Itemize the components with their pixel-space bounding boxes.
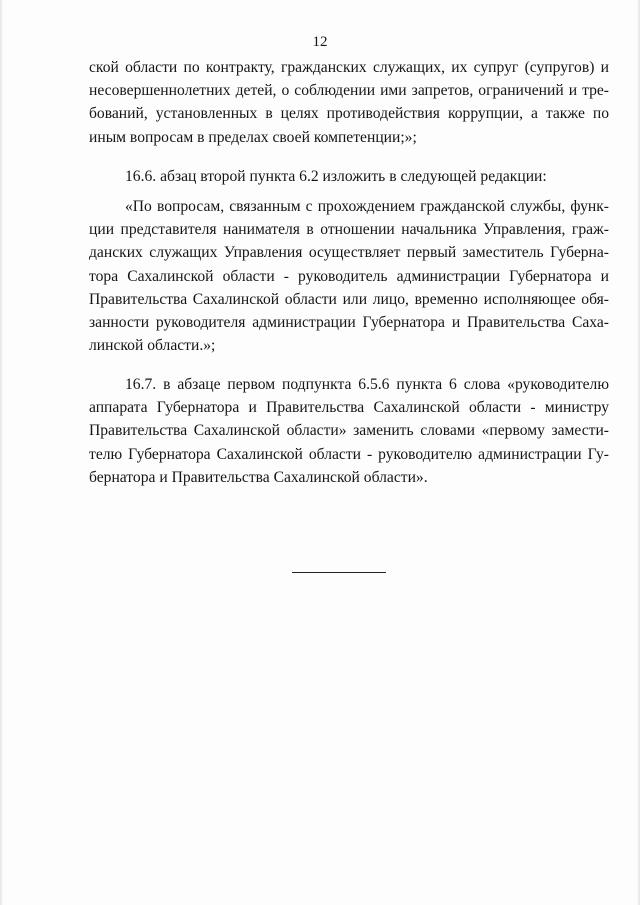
page-number: 12 — [312, 34, 328, 50]
text-line: ской области по контракту, гражданских служащих, их супруг (супругов) и — [89, 59, 609, 76]
paragraph-continuation — [89, 56, 609, 149]
text-line: тора Сахалинской области - руководитель администрации Губернатора и — [89, 267, 609, 285]
text-line: данских служащих Управления осуществляет первый заместитель Губерна- — [89, 244, 609, 262]
text-line: иным вопросам в пределах своей компетенции;»; — [89, 128, 417, 146]
paragraph-quoted-text — [89, 195, 609, 357]
scan-edge-left — [0, 0, 3, 905]
text-line: ции представителя нанимателя в отношении начальника Управления, граж- — [89, 221, 609, 239]
text-line: аппарата Губернатора и Правительства Сахалинской области - министру — [89, 399, 609, 417]
text-line: телю Губернатора Сахалинской области - руководителю администрации Гу- — [89, 445, 609, 463]
text-line: бернатора и Правительства Сахалинской области». — [89, 468, 428, 486]
text-line: Правительства Сахалинской области» заменить словами «первому замести- — [89, 422, 609, 440]
text-line: 16.6. абзац второй пункта 6.2 изложить в следующей редакции: — [125, 168, 547, 185]
paragraph-16-7 — [89, 373, 609, 489]
text-line: бований, установленных в целях противодействия коррупции, а также по — [89, 105, 609, 123]
text-line: занности руководителя администрации Губернатора и Правительства Саха- — [89, 313, 609, 331]
paragraph-16-6 — [89, 165, 609, 188]
text-line: «По вопросам, связанным с прохождением гражданской службы, функ- — [125, 198, 609, 215]
end-of-text-rule — [292, 572, 386, 573]
text-line: 16.7. в абзаце первом подпункта 6.5.6 пункта 6 слова «руководителю — [125, 376, 609, 393]
text-line: Правительства Сахалинской области или лицо, временно исполняющее обя- — [89, 290, 609, 308]
text-line: несовершеннолетних детей, о соблюдении ими запретов, ограничений и тре- — [89, 82, 609, 100]
text-line: линской области.»; — [89, 337, 216, 355]
